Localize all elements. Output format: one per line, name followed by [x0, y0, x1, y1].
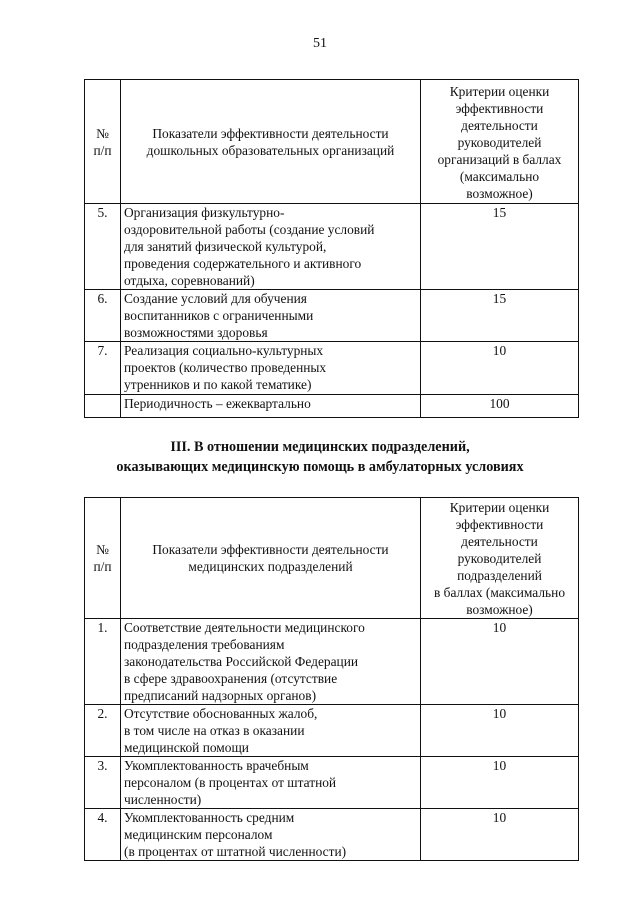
indicator-line: Реализация социально-культурных [124, 343, 324, 358]
row-indicator [121, 705, 421, 757]
header-line: Показатели эффективности деятельности [152, 542, 389, 557]
header-line: в баллах (максимально [433, 585, 566, 600]
header-line: № [96, 125, 109, 141]
row-score: 10 [421, 757, 579, 809]
row-number: 1. [85, 619, 121, 705]
row-indicator [121, 204, 421, 290]
row-number [85, 395, 121, 418]
indicator-line: персоналом (в процентах от штатной [124, 775, 337, 790]
header-line: Критерии оценки [449, 500, 550, 515]
row-number: 5. [85, 204, 121, 290]
indicator-line: предписаний надзорных органов) [124, 688, 317, 703]
row-score: 15 [421, 290, 579, 342]
table-header-row [85, 80, 579, 204]
indicator-line: воспитанников с ограниченными [124, 308, 314, 323]
header-criteria [421, 498, 579, 619]
header-line: возможное) [466, 602, 533, 617]
header-indicator [121, 498, 421, 619]
indicator-line: законодательства Российской Федерации [124, 654, 359, 669]
table-medical-indicators [84, 497, 579, 861]
indicator-line: в сфере здравоохранения (отсутствие [124, 671, 338, 686]
indicator-line: Периодичность – ежеквартально [124, 396, 311, 411]
row-number: 7. [85, 342, 121, 395]
header-num [85, 498, 121, 619]
table-row [85, 290, 579, 342]
indicator-line: для занятий физической культурой, [124, 239, 327, 254]
header-line: (максимально [459, 168, 540, 184]
row-number: 6. [85, 290, 121, 342]
indicator-line: Создание условий для обучения [124, 291, 307, 306]
header-line: дошкольных образовательных организаций [146, 142, 395, 158]
header-line: руководителей [457, 134, 542, 150]
header-line: деятельности [461, 534, 538, 549]
row-score: 15 [421, 204, 579, 290]
indicator-line: Соответствие деятельности медицинского [124, 620, 365, 635]
row-score-total: 100 [421, 395, 579, 418]
row-indicator [121, 809, 421, 861]
table-row [85, 809, 579, 861]
header-line: Показатели эффективности деятельности [152, 125, 389, 141]
table-row [85, 619, 579, 705]
section-heading [0, 437, 640, 477]
indicator-line: медицинским персоналом [124, 827, 273, 842]
indicator-line: Организация физкультурно- [124, 205, 285, 220]
row-number: 4. [85, 809, 121, 861]
table-row [85, 705, 579, 757]
header-line: п/п [93, 142, 112, 158]
table-row [85, 204, 579, 290]
header-line: п/п [93, 559, 112, 574]
row-score: 10 [421, 809, 579, 861]
indicator-line: отдыха, соревнований) [124, 273, 255, 288]
row-score: 10 [421, 705, 579, 757]
header-line: эффективности [455, 517, 544, 532]
indicator-line: Укомплектованность врачебным [124, 758, 309, 773]
header-line: руководителей [457, 551, 542, 566]
row-number: 3. [85, 757, 121, 809]
header-line: № [96, 542, 109, 557]
section-heading-line-2: оказывающих медицинскую помощь в амбулаторных условиях [116, 459, 524, 475]
header-line: подразделений [457, 568, 542, 583]
header-line: возможное) [466, 185, 533, 201]
row-indicator [121, 757, 421, 809]
indicator-line: подразделения требованиям [124, 637, 285, 652]
row-indicator [121, 395, 421, 418]
header-line: Критерии оценки [449, 83, 550, 99]
row-number: 2. [85, 705, 121, 757]
row-score: 10 [421, 342, 579, 395]
section-heading-line-1: III. В отношении медицинских подразделений, [170, 439, 470, 455]
header-num [85, 80, 121, 204]
header-line: медицинских подразделений [188, 559, 353, 574]
indicator-line: (в процентах от штатной численности) [124, 844, 347, 859]
table-row-periodicity [85, 395, 579, 418]
row-indicator [121, 342, 421, 395]
header-line: эффективности [455, 100, 544, 116]
table-row [85, 757, 579, 809]
indicator-line: в том числе на отказ в оказании [124, 723, 305, 738]
indicator-line: Укомплектованность средним [124, 810, 295, 825]
indicator-line: медицинской помощи [124, 740, 249, 755]
table-row [85, 342, 579, 395]
header-indicator [121, 80, 421, 204]
table-header-row [85, 498, 579, 619]
row-score: 10 [421, 619, 579, 705]
row-indicator [121, 290, 421, 342]
header-line: организаций в баллах [437, 151, 562, 167]
indicator-line: проектов (количество проведенных [124, 360, 327, 375]
indicator-line: Отсутствие обоснованных жалоб, [124, 706, 318, 721]
header-criteria [421, 80, 579, 204]
indicator-line: проведения содержательного и активного [124, 256, 362, 271]
indicator-line: численности) [124, 792, 202, 807]
table-preschool-indicators [84, 79, 579, 418]
header-line: деятельности [461, 117, 538, 133]
indicator-line: оздоровительной работы (создание условий [124, 222, 375, 237]
row-indicator [121, 619, 421, 705]
indicator-line: возможностями здоровья [124, 325, 268, 340]
indicator-line: утренников и по какой тематике) [124, 377, 312, 392]
page-number: 51 [313, 36, 327, 51]
